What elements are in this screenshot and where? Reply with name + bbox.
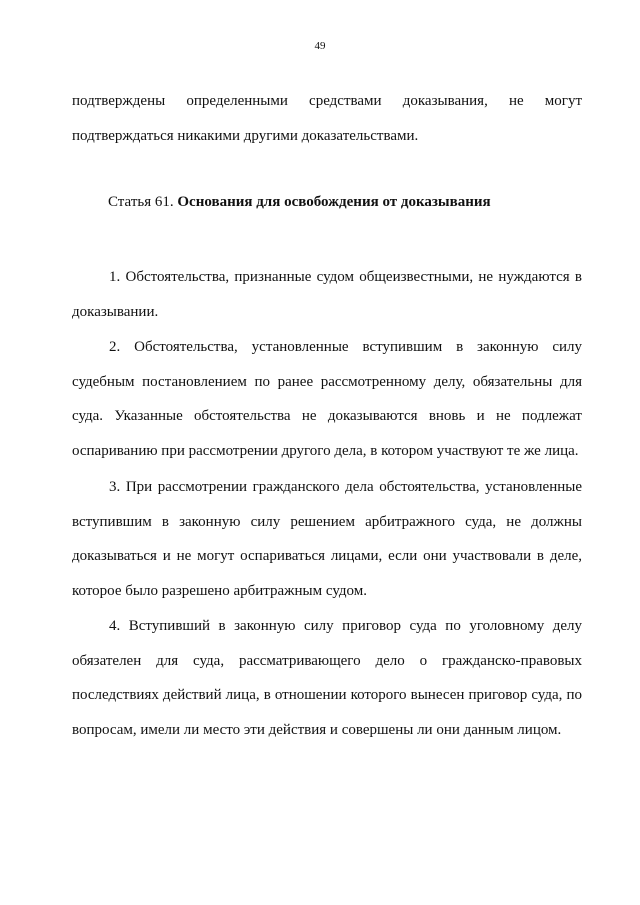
text-line: последствиях действий лица, в отношении которого вынесен приговор суда, по	[72, 687, 582, 703]
text-line: 1. Обстоятельства, признанные судом общеизвестными, не нуждаются в	[109, 269, 582, 285]
article-heading	[108, 194, 491, 211]
text-line: 2. Обстоятельства, установленные вступившим в законную силу	[109, 339, 582, 355]
text-line: суда. Указанные обстоятельства не доказываются вновь и не подлежат	[72, 408, 582, 424]
paragraph-2	[72, 330, 582, 468]
text-line: доказывании.	[72, 303, 159, 320]
paragraph-4	[72, 609, 582, 747]
article-number: Статья 61.	[108, 194, 174, 210]
text-line: 4. Вступивший в законную силу приговор суда по уголовному делу	[109, 618, 582, 634]
text-line: подтверждаться никакими другими доказательствами.	[72, 127, 419, 144]
text-line: судебным постановлением по ранее рассмотренному делу, обязательны для	[72, 373, 582, 390]
page-number: 49	[314, 40, 326, 52]
text-line: вступившим в законную силу решением арбитражного суда, не должны	[72, 513, 582, 530]
text-line: 3. При рассмотрении гражданского дела обстоятельства, установленные	[109, 479, 582, 495]
paragraph-1	[72, 260, 582, 329]
text-line: обязателен для суда, рассматривающего дело о гражданско-правовых	[72, 652, 582, 669]
continuation-paragraph	[72, 84, 582, 153]
text-line: оспариванию при рассмотрении другого дела, в котором участвуют те же лица.	[72, 442, 579, 459]
paragraph-3	[72, 470, 582, 608]
text-line: вопросам, имели ли место эти действия и совершены ли они данным лицом.	[72, 721, 562, 738]
text-line: доказываться и не могут оспариваться лицами, если они участвовали в деле,	[72, 548, 582, 564]
text-line: подтверждены определенными средствами доказывания, не могут	[72, 93, 582, 109]
text-line: которое было разрешено арбитражным судом.	[72, 582, 367, 599]
article-title: Основания для освобождения от доказывания	[177, 194, 491, 210]
